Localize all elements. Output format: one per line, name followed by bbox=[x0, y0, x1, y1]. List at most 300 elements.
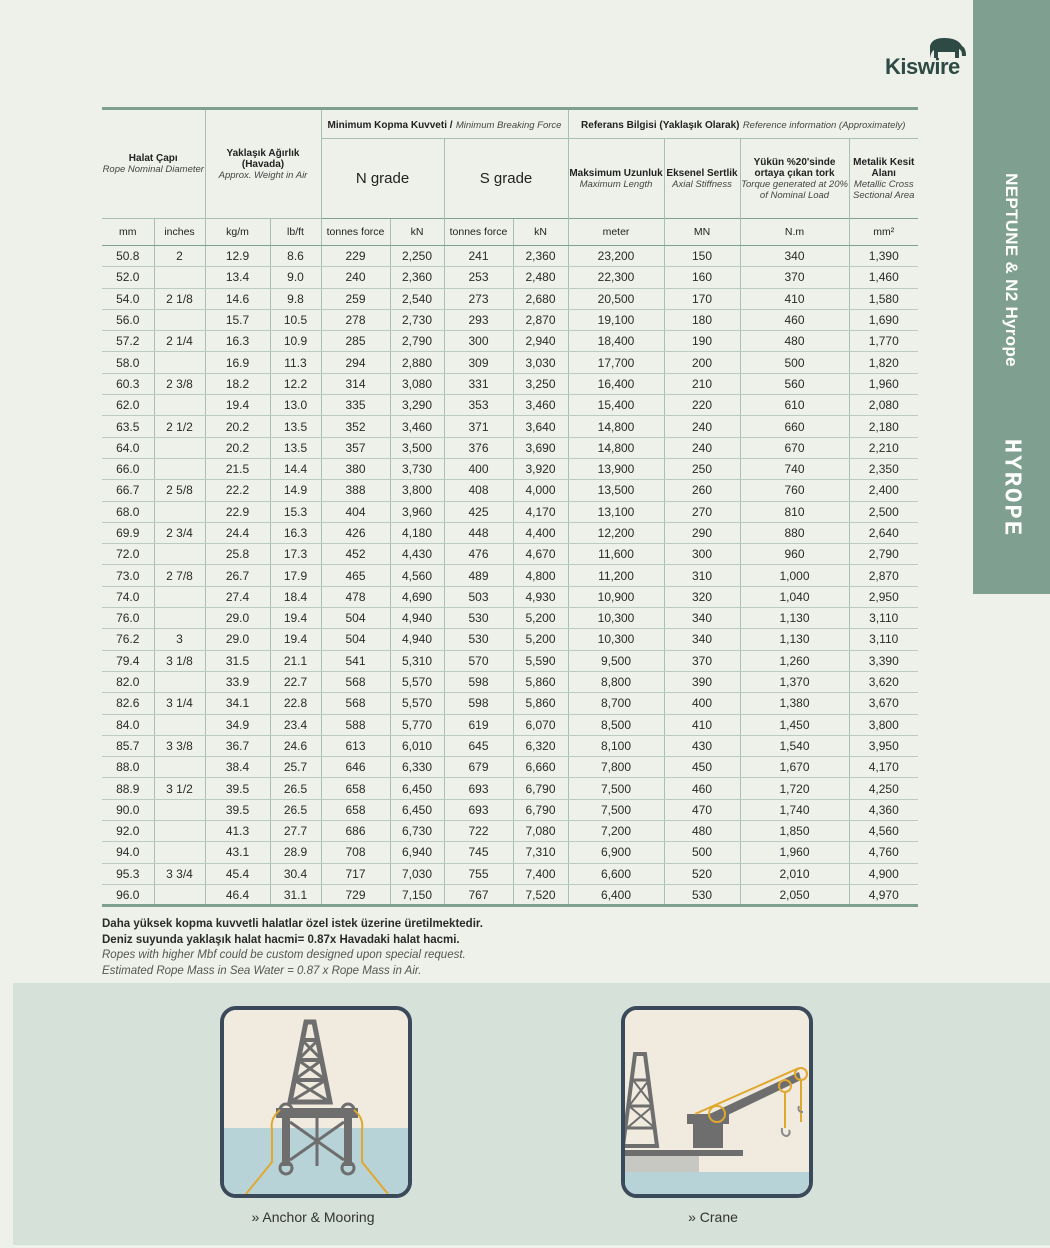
table-cell: 19.4 bbox=[270, 608, 321, 629]
table-cell: 52.0 bbox=[102, 267, 154, 288]
table-cell: 722 bbox=[444, 821, 513, 842]
table-cell: 94.0 bbox=[102, 842, 154, 863]
table-row bbox=[102, 565, 918, 586]
table-cell: 353 bbox=[444, 395, 513, 416]
table-cell: 645 bbox=[444, 735, 513, 756]
table-cell: 1,850 bbox=[740, 821, 849, 842]
table-cell: 1,960 bbox=[740, 842, 849, 863]
table-cell: 489 bbox=[444, 565, 513, 586]
table-cell: 259 bbox=[321, 288, 390, 309]
table-cell: 29.0 bbox=[205, 608, 270, 629]
table-cell bbox=[154, 799, 205, 820]
table-cell: 2 5/8 bbox=[154, 480, 205, 501]
unit-cell: kN bbox=[390, 219, 444, 246]
table-cell: 20,500 bbox=[568, 288, 664, 309]
table-cell: 4,180 bbox=[390, 522, 444, 543]
table-cell: 50.8 bbox=[102, 246, 154, 267]
table-cell: 3,290 bbox=[390, 395, 444, 416]
table-cell: 31.1 bbox=[270, 884, 321, 905]
table-cell: 530 bbox=[444, 608, 513, 629]
unit-cell: lb/ft bbox=[270, 219, 321, 246]
table-cell: 9.8 bbox=[270, 288, 321, 309]
table-cell: 2,480 bbox=[513, 267, 568, 288]
table-row bbox=[102, 437, 918, 458]
table-cell: 2,500 bbox=[849, 501, 918, 522]
table-cell: 2 1/2 bbox=[154, 416, 205, 437]
table-cell: 6,010 bbox=[390, 735, 444, 756]
table-cell: 2,210 bbox=[849, 437, 918, 458]
table-cell: 568 bbox=[321, 671, 390, 692]
table-cell: 460 bbox=[664, 778, 740, 799]
table-cell: 745 bbox=[444, 842, 513, 863]
table-cell: 56.0 bbox=[102, 309, 154, 330]
table-cell: 8,500 bbox=[568, 714, 664, 735]
table-cell: 4,360 bbox=[849, 799, 918, 820]
table-cell: 646 bbox=[321, 757, 390, 778]
table-cell: 448 bbox=[444, 522, 513, 543]
table-cell: 2 3/8 bbox=[154, 373, 205, 394]
table-cell: 34.9 bbox=[205, 714, 270, 735]
header-diameter: Halat Çapı Rope Nominal Diameter bbox=[102, 109, 205, 219]
table-cell: 3,500 bbox=[390, 437, 444, 458]
table-cell: 371 bbox=[444, 416, 513, 437]
table-cell: 62.0 bbox=[102, 395, 154, 416]
units-row bbox=[102, 219, 918, 246]
table-cell bbox=[154, 309, 205, 330]
table-cell: 96.0 bbox=[102, 884, 154, 905]
table-cell: 1,450 bbox=[740, 714, 849, 735]
table-cell: 13,900 bbox=[568, 458, 664, 479]
table-cell: 2 1/8 bbox=[154, 288, 205, 309]
table-cell: 22.8 bbox=[270, 693, 321, 714]
header-torque: Yükün %20'sinde ortaya çıkan tork Torque generated at 20% of Nominal Load bbox=[740, 139, 849, 219]
table-cell: 4,560 bbox=[390, 565, 444, 586]
table-cell: 480 bbox=[664, 821, 740, 842]
table-row bbox=[102, 608, 918, 629]
table-cell: 5,200 bbox=[513, 629, 568, 650]
table-cell: 7,150 bbox=[390, 884, 444, 905]
table-cell: 54.0 bbox=[102, 288, 154, 309]
table-cell: 2 1/4 bbox=[154, 331, 205, 352]
table-cell bbox=[154, 267, 205, 288]
table-cell bbox=[154, 437, 205, 458]
table-cell: 12.9 bbox=[205, 246, 270, 267]
table-cell: 241 bbox=[444, 246, 513, 267]
table-cell: 229 bbox=[321, 246, 390, 267]
table-cell: 3,250 bbox=[513, 373, 568, 394]
table-cell: 660 bbox=[740, 416, 849, 437]
table-cell: 293 bbox=[444, 309, 513, 330]
table-cell: 717 bbox=[321, 863, 390, 884]
header-metallic-area: Metalik Kesit Alanı Metallic Cross Sectional Area bbox=[849, 139, 918, 219]
table-cell: 20.2 bbox=[205, 416, 270, 437]
table-row bbox=[102, 246, 918, 267]
crane-icon bbox=[625, 1010, 809, 1194]
table-cell: 270 bbox=[664, 501, 740, 522]
table-cell: 3 1/4 bbox=[154, 693, 205, 714]
table-cell: 4,940 bbox=[390, 608, 444, 629]
table-cell: 6,660 bbox=[513, 757, 568, 778]
table-cell: 686 bbox=[321, 821, 390, 842]
table-cell: 1,740 bbox=[740, 799, 849, 820]
table-cell: 278 bbox=[321, 309, 390, 330]
table-cell: 240 bbox=[321, 267, 390, 288]
table-row bbox=[102, 735, 918, 756]
table-cell: 10.9 bbox=[270, 331, 321, 352]
table-cell: 4,250 bbox=[849, 778, 918, 799]
table-cell: 310 bbox=[664, 565, 740, 586]
table-cell: 13.4 bbox=[205, 267, 270, 288]
table-cell: 500 bbox=[740, 352, 849, 373]
unit-cell: mm² bbox=[849, 219, 918, 246]
table-cell: 767 bbox=[444, 884, 513, 905]
table-cell: 38.4 bbox=[205, 757, 270, 778]
table-cell: 17.9 bbox=[270, 565, 321, 586]
table-cell bbox=[154, 586, 205, 607]
table-cell bbox=[154, 608, 205, 629]
table-cell: 309 bbox=[444, 352, 513, 373]
crane-card bbox=[621, 1006, 813, 1198]
table-cell: 22,300 bbox=[568, 267, 664, 288]
table-cell: 3,080 bbox=[390, 373, 444, 394]
table-cell: 740 bbox=[740, 458, 849, 479]
note-tr-2: Deniz suyunda yaklaşık halat hacmi= 0.87x Havadaki halat hacmi. bbox=[102, 933, 460, 946]
table-cell: 3,620 bbox=[849, 671, 918, 692]
table-cell: 331 bbox=[444, 373, 513, 394]
table-cell: 23.4 bbox=[270, 714, 321, 735]
table-cell: 41.3 bbox=[205, 821, 270, 842]
table-cell: 26.5 bbox=[270, 778, 321, 799]
table-cell: 470 bbox=[664, 799, 740, 820]
table-cell bbox=[154, 395, 205, 416]
header-axial-stiffness: Eksenel Sertlik Axial Stiffness bbox=[664, 139, 740, 219]
table-cell: 465 bbox=[321, 565, 390, 586]
table-cell: 68.0 bbox=[102, 501, 154, 522]
table-cell: 4,430 bbox=[390, 544, 444, 565]
table-cell: 6,400 bbox=[568, 884, 664, 905]
table-cell: 14.9 bbox=[270, 480, 321, 501]
table-cell: 27.7 bbox=[270, 821, 321, 842]
table-cell: 15.7 bbox=[205, 309, 270, 330]
table-cell: 1,770 bbox=[849, 331, 918, 352]
table-cell: 4,170 bbox=[849, 757, 918, 778]
table-cell: 6,070 bbox=[513, 714, 568, 735]
table-row bbox=[102, 288, 918, 309]
table-cell: 31.5 bbox=[205, 650, 270, 671]
table-cell: 5,310 bbox=[390, 650, 444, 671]
unit-cell: mm bbox=[102, 219, 154, 246]
header-mbf-group: Minimum Kopma Kuvveti / Minimum Breaking Force bbox=[321, 109, 568, 139]
table-cell: 7,400 bbox=[513, 863, 568, 884]
table-cell: 150 bbox=[664, 246, 740, 267]
table-cell: 21.1 bbox=[270, 650, 321, 671]
table-cell: 503 bbox=[444, 586, 513, 607]
table-cell: 250 bbox=[664, 458, 740, 479]
table-cell: 357 bbox=[321, 437, 390, 458]
table-cell: 36.7 bbox=[205, 735, 270, 756]
table-cell: 14,800 bbox=[568, 437, 664, 458]
table-cell: 2,880 bbox=[390, 352, 444, 373]
table-cell: 18.2 bbox=[205, 373, 270, 394]
table-cell: 2,870 bbox=[849, 565, 918, 586]
table-cell: 4,800 bbox=[513, 565, 568, 586]
table-cell: 285 bbox=[321, 331, 390, 352]
table-cell: 66.0 bbox=[102, 458, 154, 479]
header-s-grade: S grade bbox=[444, 139, 568, 219]
table-cell: 500 bbox=[664, 842, 740, 863]
table-cell: 14.4 bbox=[270, 458, 321, 479]
table-cell: 4,000 bbox=[513, 480, 568, 501]
table-cell: 69.9 bbox=[102, 522, 154, 543]
table-cell: 76.0 bbox=[102, 608, 154, 629]
table-cell: 16,400 bbox=[568, 373, 664, 394]
table-cell: 27.4 bbox=[205, 586, 270, 607]
table-cell: 82.0 bbox=[102, 671, 154, 692]
table-row bbox=[102, 629, 918, 650]
table-cell: 2,790 bbox=[390, 331, 444, 352]
table-row bbox=[102, 757, 918, 778]
unit-cell: MN bbox=[664, 219, 740, 246]
unit-cell: tonnes force bbox=[321, 219, 390, 246]
table-cell: 2 7/8 bbox=[154, 565, 205, 586]
table-cell: 300 bbox=[664, 544, 740, 565]
header-n-grade: N grade bbox=[321, 139, 444, 219]
table-cell: 6,330 bbox=[390, 757, 444, 778]
table-cell: 335 bbox=[321, 395, 390, 416]
table-cell bbox=[154, 501, 205, 522]
table-cell: 3,110 bbox=[849, 608, 918, 629]
table-cell: 11.3 bbox=[270, 352, 321, 373]
unit-cell: tonnes force bbox=[444, 219, 513, 246]
table-cell: 960 bbox=[740, 544, 849, 565]
table-cell: 25.8 bbox=[205, 544, 270, 565]
table-cell: 2,180 bbox=[849, 416, 918, 437]
table-cell: 16.3 bbox=[270, 522, 321, 543]
table-cell: 22.2 bbox=[205, 480, 270, 501]
table-cell: 1,000 bbox=[740, 565, 849, 586]
table-cell: 88.9 bbox=[102, 778, 154, 799]
table-cell: 560 bbox=[740, 373, 849, 394]
table-cell: 30.4 bbox=[270, 863, 321, 884]
table-row bbox=[102, 501, 918, 522]
table-cell: 90.0 bbox=[102, 799, 154, 820]
table-body bbox=[102, 246, 918, 906]
table-cell: 8,700 bbox=[568, 693, 664, 714]
table-cell: 3,670 bbox=[849, 693, 918, 714]
table-cell: 430 bbox=[664, 735, 740, 756]
table-cell: 84.0 bbox=[102, 714, 154, 735]
table-cell: 95.3 bbox=[102, 863, 154, 884]
table-cell: 1,540 bbox=[740, 735, 849, 756]
table-row bbox=[102, 309, 918, 330]
table-cell: 7,800 bbox=[568, 757, 664, 778]
table-row bbox=[102, 863, 918, 884]
table-cell: 340 bbox=[664, 629, 740, 650]
table-cell: 1,690 bbox=[849, 309, 918, 330]
table-cell: 200 bbox=[664, 352, 740, 373]
table-cell: 2,400 bbox=[849, 480, 918, 501]
table-cell: 755 bbox=[444, 863, 513, 884]
table-cell: 180 bbox=[664, 309, 740, 330]
header-reference-group: Referans Bilgisi (Yaklaşık Olarak) Reference information (Approximately) bbox=[568, 109, 918, 139]
table-cell: 352 bbox=[321, 416, 390, 437]
table-cell: 43.1 bbox=[205, 842, 270, 863]
table-row bbox=[102, 884, 918, 905]
table-cell: 6,790 bbox=[513, 778, 568, 799]
table-cell: 5,570 bbox=[390, 671, 444, 692]
table-cell: 9.0 bbox=[270, 267, 321, 288]
table-row bbox=[102, 778, 918, 799]
product-name: NEPTUNE & N2 Hyrope bbox=[1002, 173, 1021, 367]
table-cell: 21.5 bbox=[205, 458, 270, 479]
table-cell: 12,200 bbox=[568, 522, 664, 543]
table-cell: 610 bbox=[740, 395, 849, 416]
table-cell: 1,960 bbox=[849, 373, 918, 394]
table-cell: 4,930 bbox=[513, 586, 568, 607]
table-cell: 58.0 bbox=[102, 352, 154, 373]
table-cell: 11,200 bbox=[568, 565, 664, 586]
brand-word: HYROPE bbox=[997, 438, 1025, 538]
table-cell: 658 bbox=[321, 799, 390, 820]
table-cell: 3,690 bbox=[513, 437, 568, 458]
table-cell: 45.4 bbox=[205, 863, 270, 884]
table-cell: 5,770 bbox=[390, 714, 444, 735]
table-cell: 370 bbox=[664, 650, 740, 671]
table-cell: 7,030 bbox=[390, 863, 444, 884]
table-cell: 73.0 bbox=[102, 565, 154, 586]
table-cell bbox=[154, 842, 205, 863]
table-cell: 670 bbox=[740, 437, 849, 458]
table-cell: 1,670 bbox=[740, 757, 849, 778]
table-cell: 370 bbox=[740, 267, 849, 288]
table-cell: 33.9 bbox=[205, 671, 270, 692]
table-cell: 3 3/8 bbox=[154, 735, 205, 756]
table-cell: 92.0 bbox=[102, 821, 154, 842]
table-cell: 2,540 bbox=[390, 288, 444, 309]
table-cell: 1,380 bbox=[740, 693, 849, 714]
table-cell: 400 bbox=[444, 458, 513, 479]
table-cell: 26.5 bbox=[270, 799, 321, 820]
table-cell: 1,390 bbox=[849, 246, 918, 267]
table-cell: 1,460 bbox=[849, 267, 918, 288]
table-cell: 7,500 bbox=[568, 778, 664, 799]
table-cell: 220 bbox=[664, 395, 740, 416]
table-cell: 14.6 bbox=[205, 288, 270, 309]
table-cell: 34.1 bbox=[205, 693, 270, 714]
table-cell: 18,400 bbox=[568, 331, 664, 352]
table-cell: 2,950 bbox=[849, 586, 918, 607]
table-cell: 19.4 bbox=[270, 629, 321, 650]
table-cell: 63.5 bbox=[102, 416, 154, 437]
table-cell: 7,080 bbox=[513, 821, 568, 842]
table-cell: 15,400 bbox=[568, 395, 664, 416]
table-cell: 504 bbox=[321, 629, 390, 650]
table-cell: 4,970 bbox=[849, 884, 918, 905]
table-cell: 450 bbox=[664, 757, 740, 778]
table-cell: 340 bbox=[740, 246, 849, 267]
anchor-mooring-caption: » Anchor & Mooring bbox=[251, 1209, 375, 1225]
table-cell: 6,450 bbox=[390, 778, 444, 799]
table-cell: 23,200 bbox=[568, 246, 664, 267]
table-cell: 273 bbox=[444, 288, 513, 309]
table-cell: 541 bbox=[321, 650, 390, 671]
table-cell: 410 bbox=[740, 288, 849, 309]
table-row bbox=[102, 352, 918, 373]
table-cell: 2,360 bbox=[390, 267, 444, 288]
footnotes bbox=[102, 917, 483, 979]
table-cell: 76.2 bbox=[102, 629, 154, 650]
brand-name: Kiswire bbox=[885, 54, 960, 79]
table-cell: 3 bbox=[154, 629, 205, 650]
table-cell: 1,130 bbox=[740, 608, 849, 629]
table-cell: 7,200 bbox=[568, 821, 664, 842]
table-row bbox=[102, 267, 918, 288]
table-cell: 5,590 bbox=[513, 650, 568, 671]
table-cell: 13.5 bbox=[270, 416, 321, 437]
table-cell: 11,600 bbox=[568, 544, 664, 565]
table-cell: 1,720 bbox=[740, 778, 849, 799]
table-cell: 6,730 bbox=[390, 821, 444, 842]
table-cell: 88.0 bbox=[102, 757, 154, 778]
table-cell: 9,500 bbox=[568, 650, 664, 671]
table-cell: 240 bbox=[664, 437, 740, 458]
table-cell: 2,870 bbox=[513, 309, 568, 330]
table-cell: 452 bbox=[321, 544, 390, 565]
table-cell: 568 bbox=[321, 693, 390, 714]
table-cell: 17,700 bbox=[568, 352, 664, 373]
table-cell: 6,600 bbox=[568, 863, 664, 884]
table-cell: 658 bbox=[321, 778, 390, 799]
table-cell: 2,010 bbox=[740, 863, 849, 884]
table-cell bbox=[154, 352, 205, 373]
table-cell: 4,400 bbox=[513, 522, 568, 543]
table-cell: 1,040 bbox=[740, 586, 849, 607]
table-cell: 7,520 bbox=[513, 884, 568, 905]
table-cell: 478 bbox=[321, 586, 390, 607]
table-cell: 693 bbox=[444, 799, 513, 820]
table-row bbox=[102, 522, 918, 543]
table-cell: 2,050 bbox=[740, 884, 849, 905]
table-cell: 10,300 bbox=[568, 608, 664, 629]
table-cell: 294 bbox=[321, 352, 390, 373]
table-cell: 10,300 bbox=[568, 629, 664, 650]
table-cell: 2,790 bbox=[849, 544, 918, 565]
table-row bbox=[102, 799, 918, 820]
table-cell: 3 1/2 bbox=[154, 778, 205, 799]
table-cell: 1,130 bbox=[740, 629, 849, 650]
table-cell: 253 bbox=[444, 267, 513, 288]
table-cell: 17.3 bbox=[270, 544, 321, 565]
table-cell: 13,100 bbox=[568, 501, 664, 522]
table-cell: 4,940 bbox=[390, 629, 444, 650]
table-cell bbox=[154, 458, 205, 479]
table-cell bbox=[154, 821, 205, 842]
table-cell: 2,080 bbox=[849, 395, 918, 416]
table-cell: 408 bbox=[444, 480, 513, 501]
table-cell: 85.7 bbox=[102, 735, 154, 756]
table-cell: 376 bbox=[444, 437, 513, 458]
table-cell: 425 bbox=[444, 501, 513, 522]
header-max-length: Maksimum Uzunluk Maximum Length bbox=[568, 139, 664, 219]
table-cell: 5,860 bbox=[513, 671, 568, 692]
table-cell bbox=[154, 714, 205, 735]
table-cell: 3,800 bbox=[849, 714, 918, 735]
table-cell: 66.7 bbox=[102, 480, 154, 501]
table-cell: 6,940 bbox=[390, 842, 444, 863]
header-weight: Yaklaşık Ağırlık (Havada) Approx. Weight in Air bbox=[205, 109, 321, 219]
table-cell: 28.9 bbox=[270, 842, 321, 863]
table-cell: 5,570 bbox=[390, 693, 444, 714]
